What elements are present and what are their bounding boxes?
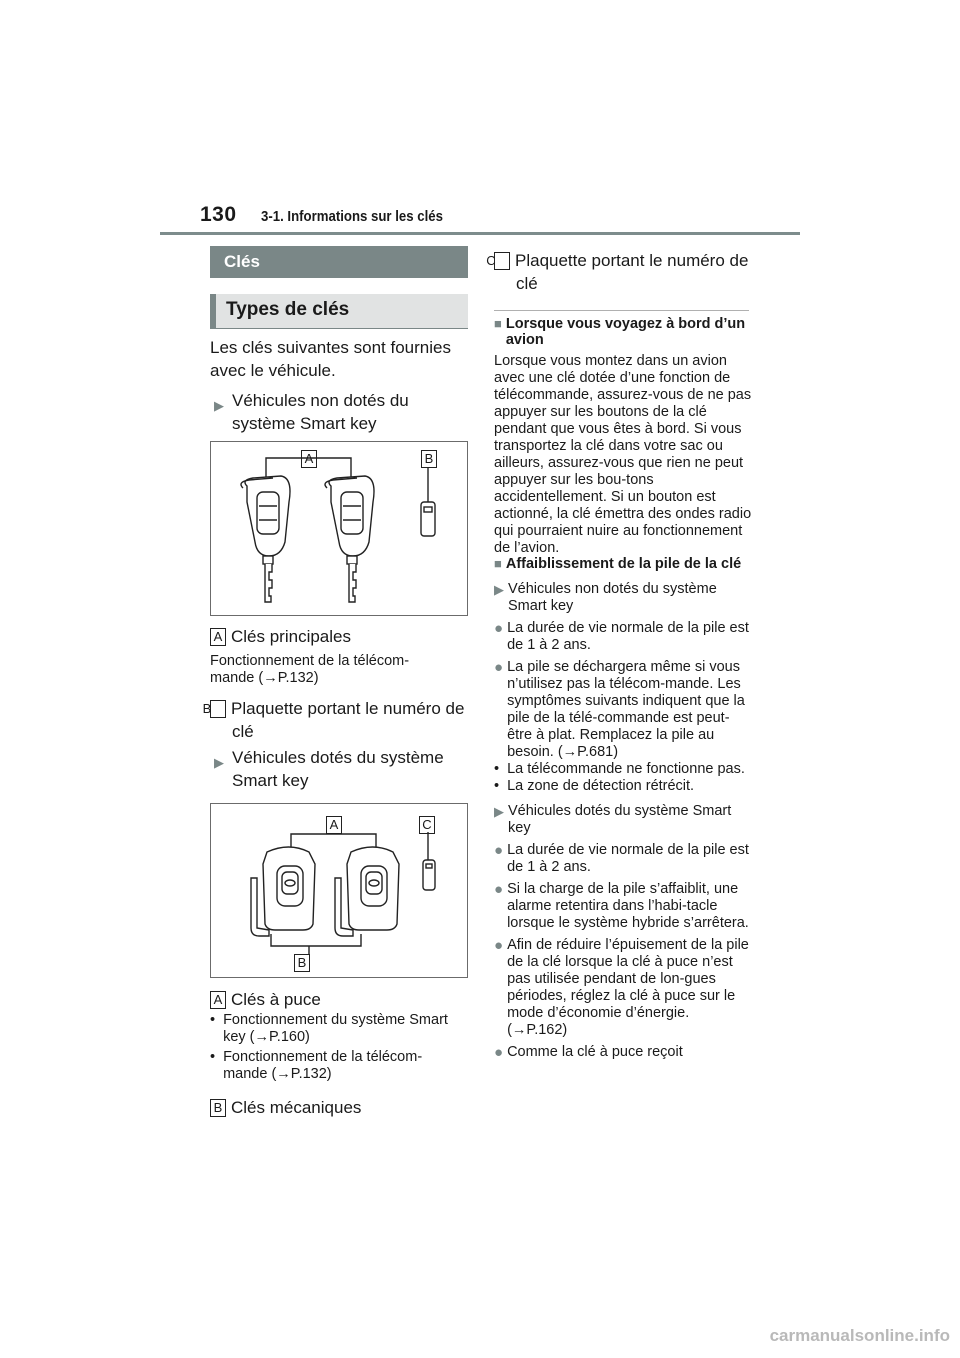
item-a-smart-keys: A Clés à puce bbox=[210, 988, 468, 1011]
key-icon bbox=[241, 476, 290, 602]
chapter-title: 3-1. Informations sur les clés bbox=[261, 208, 443, 225]
list-item: ● La pile se déchargera même si vous n’utilisez pas la télécom-mande. Les symptômes suivants indiquent que la pile de la télé-commande est peut-être à plat. Remplacez la pile au besoin. (→P.681) bbox=[494, 659, 745, 760]
list-item: ● Afin de réduire l’épuisement de la pile de la clé lorsque la clé à puce n’est pas utilisée pendant de lon-gues périodes, réglez la clé à puce sur le mode d’économie d’énergie. (→P.162) bbox=[494, 937, 749, 1038]
intro-text: Les clés suivantes sont fournies avec le véhicule. bbox=[210, 338, 451, 380]
bullet-text: Véhicules dotés du système Smart key bbox=[232, 748, 444, 790]
smart-key-icon bbox=[335, 847, 399, 936]
label-c: C bbox=[419, 816, 435, 834]
bullet-dot-icon: ● bbox=[494, 881, 504, 898]
list-item: • La télécommande ne fonctionne pas. bbox=[494, 761, 745, 777]
item-b-key-plate: B Plaquette portant le numéro de clé bbox=[202, 699, 465, 741]
letter-a: A bbox=[210, 628, 226, 646]
list-item: ● La durée de vie normale de la pile est de 1 à 2 ans. bbox=[494, 620, 749, 653]
section-title: Clés bbox=[210, 246, 468, 278]
subsection-title: Types de clés bbox=[210, 294, 468, 328]
note-title: Affaiblissement de la pile de la clé bbox=[505, 556, 742, 572]
bullet-dot-icon: ● bbox=[494, 937, 504, 954]
figure-main-keys bbox=[210, 441, 468, 616]
item-b-mechanical: B Clés mécaniques bbox=[210, 1096, 468, 1119]
subsection-rule bbox=[210, 328, 468, 329]
letter-a: A bbox=[210, 991, 226, 1009]
key-number-plate-icon bbox=[421, 502, 435, 536]
list-item: ● La durée de vie normale de la pile est de 1 à 2 ans. bbox=[494, 842, 749, 875]
list-item: • La zone de détection rétrécit. bbox=[494, 778, 695, 794]
note-battery bbox=[494, 556, 752, 1061]
square-icon: ■ bbox=[494, 556, 502, 571]
arrow-icon: ▶ bbox=[214, 398, 224, 413]
list-item: ● Si la charge de la pile s’affaiblit, une alarme retentira dans l’habi-tacle lorsque le système hybride s’arrêtera. bbox=[494, 881, 749, 931]
note-airplane bbox=[494, 316, 752, 557]
key-icon bbox=[325, 476, 374, 602]
label-b: B bbox=[294, 954, 310, 972]
item-a-note: Fonctionnement de la télécom-mande (→P.132) bbox=[210, 653, 410, 686]
list-item: ● Comme la clé à puce reçoit bbox=[494, 1044, 683, 1061]
label-b: B bbox=[421, 450, 437, 468]
arrow-icon: ▶ bbox=[494, 804, 504, 819]
item-a-main-keys: A Clés principales bbox=[210, 625, 468, 648]
watermark: carmanualsonline.info bbox=[769, 1326, 950, 1345]
list-item: • Fonctionnement de la télécom-mande (→P.132) bbox=[210, 1049, 423, 1082]
smart-key-icon bbox=[251, 847, 315, 936]
square-icon: ■ bbox=[494, 316, 502, 331]
page-number: 130 bbox=[200, 203, 237, 226]
sub-no-smart-key: ▶ Véhicules non dotés du système Smart key bbox=[494, 581, 717, 614]
item-a-notes bbox=[210, 1012, 460, 1083]
list-item: • Fonctionnement du système Smart key (→P.160) bbox=[210, 1012, 448, 1045]
bullet-dot-icon: ● bbox=[494, 842, 504, 859]
note-title: Lorsque vous voyagez à bord d’un avion bbox=[505, 316, 746, 348]
letter-b: B bbox=[210, 700, 226, 718]
bullet-no-smart-key bbox=[214, 389, 464, 435]
note-text: Lorsque vous montez dans un avion avec une clé dotée d’une fonction de télécommande, assurez-vous de ne pas appuyer sur les boutons de la clé pendant que vous êtes à bord. Si vous transportez la clé dans votre sac ou ailleurs, assurez-vous que rien ne peut appuyer sur les bou-tons accidentellement. Si un bouton est actionné, la clé émettra des ondes radio qui pourraient nuire au fonctionnement de l’avion. bbox=[494, 353, 752, 556]
label-a: A bbox=[301, 450, 317, 468]
bullet-text: Véhicules non dotés du système Smart key bbox=[232, 391, 409, 433]
bullet-smart-key bbox=[214, 746, 464, 792]
bullet-dot-icon: ● bbox=[494, 1044, 504, 1061]
bullet-dot-icon: ● bbox=[494, 659, 504, 676]
figure-smart-keys bbox=[210, 803, 468, 978]
label-a: A bbox=[326, 816, 342, 834]
divider bbox=[494, 310, 749, 311]
header-rule bbox=[160, 232, 800, 235]
key-number-plate-icon bbox=[423, 860, 435, 890]
arrow-icon: ▶ bbox=[494, 582, 504, 597]
item-c-key-plate: C Plaquette portant le numéro de clé bbox=[486, 251, 749, 293]
sub-smart-key: ▶ Véhicules dotés du système Smart key bbox=[494, 803, 732, 836]
bullet-dot-icon: ● bbox=[494, 620, 504, 637]
arrow-icon: ▶ bbox=[214, 755, 224, 770]
letter-b: B bbox=[210, 1099, 226, 1117]
letter-c: C bbox=[494, 252, 510, 270]
